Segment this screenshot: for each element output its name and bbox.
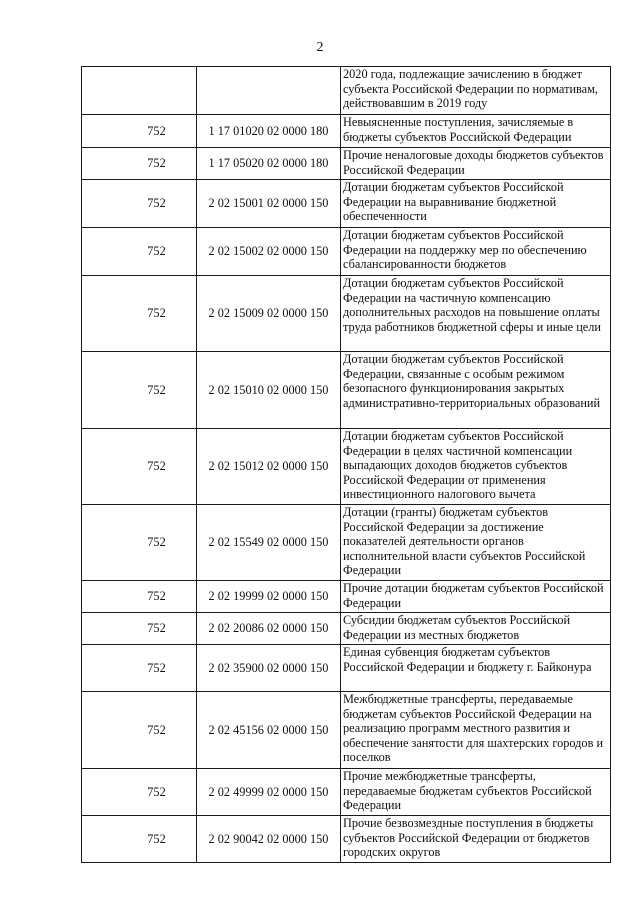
table-row [82,352,611,429]
budget-code-cell: 2 02 45156 02 0000 150 [197,692,341,769]
budget-code-cell: 2 02 90042 02 0000 150 [197,816,341,863]
revenue-name-cell: Прочие межбюджетные трансферты, передаваемые бюджетам субъектов Российской Федерации [341,769,611,816]
admin-code-cell: 752 [82,769,197,816]
admin-code-cell: 752 [82,180,197,228]
table-row [82,769,611,816]
revenue-name-cell: Прочие безвозмездные поступления в бюджеты субъектов Российской Федерации от бюджетов городских округов [341,816,611,863]
revenue-name-cell: Прочие дотации бюджетам субъектов Российской Федерации [341,581,611,613]
budget-code-cell: 1 17 05020 02 0000 180 [197,148,341,180]
revenue-codes-table [81,66,611,863]
table-row [82,581,611,613]
table-row [82,613,611,645]
table-row [82,115,611,148]
admin-code-cell: 752 [82,429,197,505]
table-row [82,67,611,115]
budget-code-cell: 2 02 15001 02 0000 150 [197,180,341,228]
revenue-name-cell: Дотации бюджетам субъектов Российской Федерации на частичную компенсацию дополнительных расходов на повышение оплаты труда работников бюджетной сферы и иные цели [341,276,611,352]
budget-code-cell: 1 17 01020 02 0000 180 [197,115,341,148]
admin-code-cell: 752 [82,613,197,645]
revenue-name-cell: Субсидии бюджетам субъектов Российской Федерации из местных бюджетов [341,613,611,645]
admin-code-cell: 752 [82,645,197,692]
budget-code-cell [197,67,341,115]
budget-code-cell: 2 02 35900 02 0000 150 [197,645,341,692]
table-row [82,180,611,228]
admin-code-cell: 752 [82,505,197,581]
admin-code-cell: 752 [82,581,197,613]
revenue-name-cell: Единая субвенция бюджетам субъектов Российской Федерации и бюджету г. Байконура [341,645,611,692]
admin-code-cell: 752 [82,276,197,352]
admin-code-cell: 752 [82,816,197,863]
table-row [82,816,611,863]
budget-code-cell: 2 02 15549 02 0000 150 [197,505,341,581]
revenue-name-cell: Дотации бюджетам субъектов Российской Федерации на выравнивание бюджетной обеспеченности [341,180,611,228]
budget-code-cell: 2 02 15012 02 0000 150 [197,429,341,505]
budget-code-cell: 2 02 19999 02 0000 150 [197,581,341,613]
table-row [82,692,611,769]
revenue-name-cell: Дотации (гранты) бюджетам субъектов Российской Федерации за достижение показателей деятельности органов исполнительной власти субъектов Российской Федерации [341,505,611,581]
table-row [82,429,611,505]
revenue-name-cell: Дотации бюджетам субъектов Российской Федерации в целях частичной компенсации выпадающих доходов бюджетов субъектов Российской Федерации от применения инвестиционного налогового вычета [341,429,611,505]
revenue-name-cell: Дотации бюджетам субъектов Российской Федерации на поддержку мер по обеспечению сбалансированности бюджетов [341,228,611,276]
table-row [82,505,611,581]
admin-code-cell [82,67,197,115]
page-number: 2 [316,40,324,55]
table-row [82,228,611,276]
admin-code-cell: 752 [82,228,197,276]
budget-code-cell: 2 02 15010 02 0000 150 [197,352,341,429]
budget-code-cell: 2 02 15002 02 0000 150 [197,228,341,276]
revenue-name-cell: Невыясненные поступления, зачисляемые в бюджеты субъектов Российской Федерации [341,115,611,148]
revenue-name-cell: Прочие неналоговые доходы бюджетов субъектов Российской Федерации [341,148,611,180]
revenue-name-cell: Межбюджетные трансферты, передаваемые бюджетам субъектов Российской Федерации на реализацию программ местного развития и обеспечение занятости для шахтерских городов и поселков [341,692,611,769]
table-row [82,276,611,352]
revenue-name-cell: 2020 года, подлежащие зачислению в бюджет субъекта Российской Федерации по нормативам, действовавшим в 2019 году [341,67,611,115]
admin-code-cell: 752 [82,692,197,769]
budget-code-cell: 2 02 15009 02 0000 150 [197,276,341,352]
budget-code-cell: 2 02 49999 02 0000 150 [197,769,341,816]
admin-code-cell: 752 [82,115,197,148]
table-row [82,645,611,692]
admin-code-cell: 752 [82,148,197,180]
revenue-name-cell: Дотации бюджетам субъектов Российской Федерации, связанные с особым режимом безопасного функционирования закрытых административно-территориальных образований [341,352,611,429]
table-row [82,148,611,180]
admin-code-cell: 752 [82,352,197,429]
budget-code-cell: 2 02 20086 02 0000 150 [197,613,341,645]
